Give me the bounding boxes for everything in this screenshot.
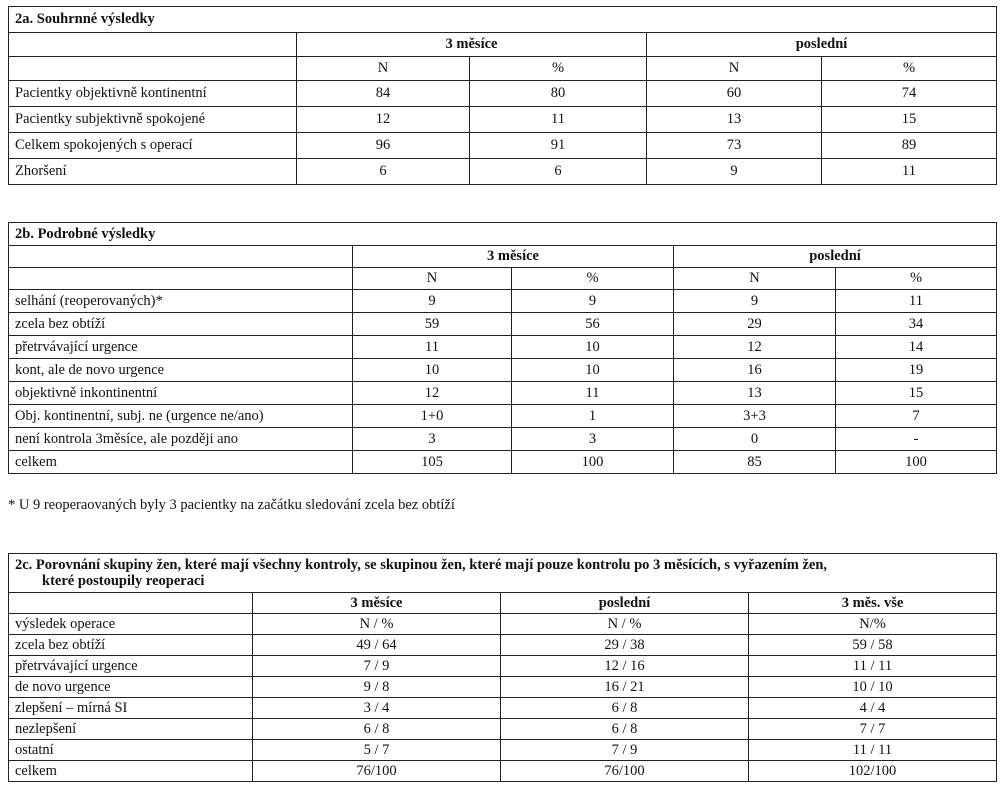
cell: 11 (836, 290, 997, 313)
cell: 9 (647, 159, 822, 185)
row-label: zcela bez obtíží (9, 313, 353, 336)
row-label: Zhoršení (9, 159, 297, 185)
cell: 9 (674, 290, 836, 313)
cell: 74 (822, 81, 997, 107)
col-header: N (353, 268, 512, 290)
cell: 9 / 8 (253, 677, 501, 698)
cell: N/% (749, 614, 997, 635)
cell: 1+0 (353, 405, 512, 428)
table-row (9, 635, 997, 656)
table-row (9, 761, 997, 782)
table-2c-title-line1: 2c. Porovnání skupiny žen, které mají všechny kontroly, se skupinou žen, které mají pouze kontrolu po 3 měsících, s vyřazením žen, (15, 557, 828, 573)
cell: 59 (353, 313, 512, 336)
cell: 0 (674, 428, 836, 451)
table-row (9, 313, 997, 336)
table-row (9, 107, 997, 133)
cell: 96 (297, 133, 470, 159)
cell: 16 / 21 (501, 677, 749, 698)
cell: 29 (674, 313, 836, 336)
cell: 13 (647, 107, 822, 133)
cell: 6 / 8 (501, 698, 749, 719)
cell: 3 / 4 (253, 698, 501, 719)
row-label: Celkem spokojených s operací (9, 133, 297, 159)
col-header: % (836, 268, 997, 290)
cell: 6 / 8 (253, 719, 501, 740)
table-row (9, 719, 997, 740)
table-row (9, 359, 997, 382)
table-2b-group-3-months: 3 měsíce (353, 246, 674, 268)
table-row (9, 740, 997, 761)
row-label: Obj. kontinentní, subj. ne (urgence ne/ano) (9, 405, 353, 428)
table-2b-detailed-results (8, 222, 997, 474)
cell: 3 (512, 428, 674, 451)
cell: 9 (512, 290, 674, 313)
cell: 7 / 7 (749, 719, 997, 740)
cell: 7 (836, 405, 997, 428)
col-header: poslední (501, 593, 749, 614)
cell: 76/100 (253, 761, 501, 782)
cell: 11 (822, 159, 997, 185)
row-label: přetrvávající urgence (9, 656, 253, 677)
cell: 14 (836, 336, 997, 359)
cell: 49 / 64 (253, 635, 501, 656)
cell: 60 (647, 81, 822, 107)
table-row (9, 656, 997, 677)
col-header: % (512, 268, 674, 290)
cell: - (836, 428, 997, 451)
cell: 12 (297, 107, 470, 133)
cell: 19 (836, 359, 997, 382)
cell: 29 / 38 (501, 635, 749, 656)
row-label: ostatní (9, 740, 253, 761)
cell: 10 (353, 359, 512, 382)
cell: 6 (297, 159, 470, 185)
row-label: přetrvávající urgence (9, 336, 353, 359)
row-label: nezlepšení (9, 719, 253, 740)
cell: 6 (470, 159, 647, 185)
cell: N / % (501, 614, 749, 635)
cell: 3+3 (674, 405, 836, 428)
cell: 11 / 11 (749, 740, 997, 761)
row-label: celkem (9, 761, 253, 782)
col-header: N (647, 57, 822, 81)
table-row (9, 382, 997, 405)
cell: N / % (253, 614, 501, 635)
row-label: selhání (reoperovaných)* (9, 290, 353, 313)
col-header: N (297, 57, 470, 81)
cell: 10 / 10 (749, 677, 997, 698)
cell: 80 (470, 81, 647, 107)
cell: 1 (512, 405, 674, 428)
table-row (9, 451, 997, 474)
row-label: Pacientky objektivně kontinentní (9, 81, 297, 107)
cell: 85 (674, 451, 836, 474)
table-row (9, 133, 997, 159)
cell: 7 / 9 (501, 740, 749, 761)
col-header: % (822, 57, 997, 81)
table-2a-summary-results (8, 6, 997, 185)
table-2a-group-last: poslední (647, 33, 997, 57)
table-row (9, 290, 997, 313)
cell: 56 (512, 313, 674, 336)
cell: 13 (674, 382, 836, 405)
table-2a-group-3-months: 3 měsíce (297, 33, 647, 57)
cell: 16 (674, 359, 836, 382)
row-label: zcela bez obtíží (9, 635, 253, 656)
cell: 10 (512, 359, 674, 382)
table-2c-title-line2: které postoupily reoperaci (42, 573, 205, 589)
cell: 11 (470, 107, 647, 133)
cell: 7 / 9 (253, 656, 501, 677)
cell: 5 / 7 (253, 740, 501, 761)
cell: 100 (512, 451, 674, 474)
table-row (9, 698, 997, 719)
col-header: % (470, 57, 647, 81)
cell: 15 (836, 382, 997, 405)
cell: 34 (836, 313, 997, 336)
table-row (9, 428, 997, 451)
row-label: objektivně inkontinentní (9, 382, 353, 405)
row-label: de novo urgence (9, 677, 253, 698)
table-row (9, 405, 997, 428)
table-row (9, 159, 997, 185)
row-label: výsledek operace (9, 614, 253, 635)
cell: 3 (353, 428, 512, 451)
footnote: * U 9 reoperaovaných byly 3 pacientky na začátku sledování zcela bez obtíží (8, 497, 455, 513)
cell: 73 (647, 133, 822, 159)
table-2a-title: 2a. Souhrnné výsledky (9, 7, 997, 33)
col-header: 3 měs. vše (749, 593, 997, 614)
cell: 12 / 16 (501, 656, 749, 677)
cell: 76/100 (501, 761, 749, 782)
row-label: celkem (9, 451, 353, 474)
cell: 6 / 8 (501, 719, 749, 740)
row-label: není kontrola 3měsíce, ale později ano (9, 428, 353, 451)
table-row (9, 677, 997, 698)
cell: 15 (822, 107, 997, 133)
cell: 9 (353, 290, 512, 313)
cell: 102/100 (749, 761, 997, 782)
cell: 84 (297, 81, 470, 107)
col-header: N (674, 268, 836, 290)
cell: 100 (836, 451, 997, 474)
table-2b-group-last: poslední (674, 246, 997, 268)
cell: 11 / 11 (749, 656, 997, 677)
row-label: zlepšení – mírná SI (9, 698, 253, 719)
cell: 11 (512, 382, 674, 405)
table-row (9, 614, 997, 635)
table-row (9, 336, 997, 359)
table-2c-title (9, 554, 997, 593)
cell: 4 / 4 (749, 698, 997, 719)
table-row (9, 81, 997, 107)
cell: 11 (353, 336, 512, 359)
cell: 12 (353, 382, 512, 405)
cell: 91 (470, 133, 647, 159)
table-2c-comparison (8, 553, 997, 782)
cell: 10 (512, 336, 674, 359)
cell: 12 (674, 336, 836, 359)
row-label: kont, ale de novo urgence (9, 359, 353, 382)
cell: 105 (353, 451, 512, 474)
col-header: 3 měsíce (253, 593, 501, 614)
row-label: Pacientky subjektivně spokojené (9, 107, 297, 133)
table-2b-title: 2b. Podrobné výsledky (9, 223, 997, 246)
cell: 59 / 58 (749, 635, 997, 656)
cell: 89 (822, 133, 997, 159)
